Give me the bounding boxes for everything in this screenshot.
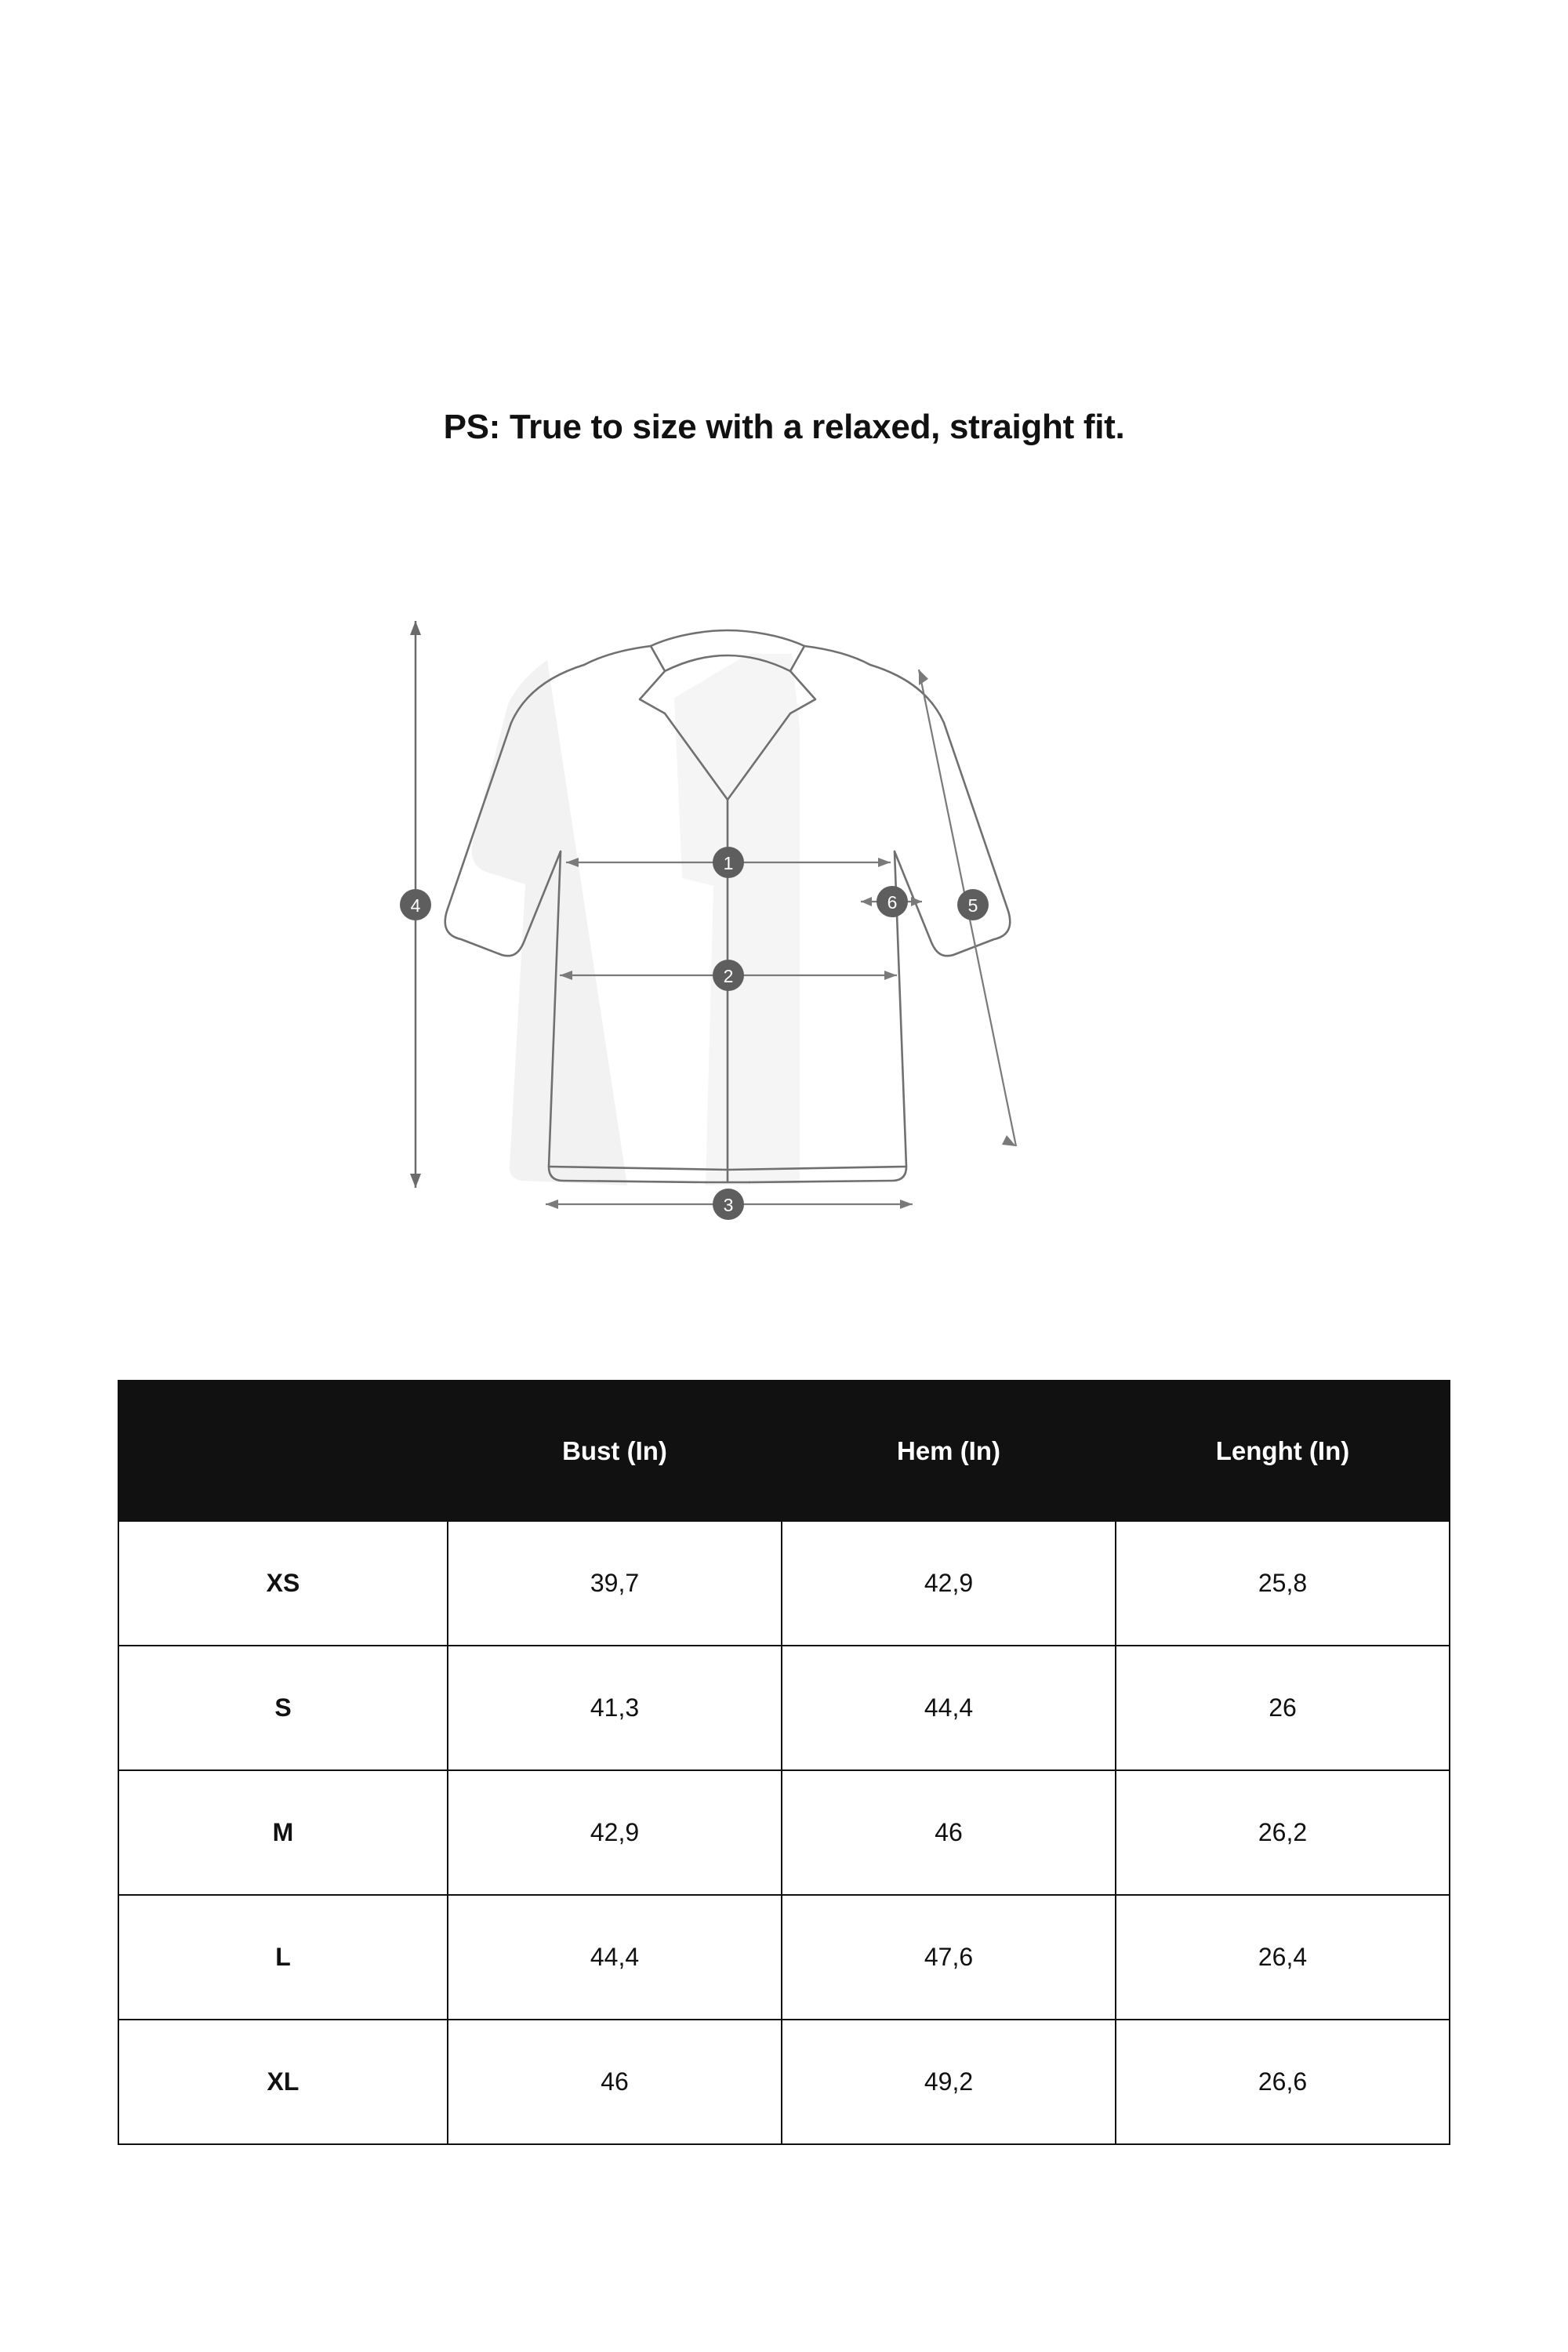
diagram-container (392, 604, 1176, 1231)
marker-1-label: 1 (723, 853, 734, 873)
marker-5 (957, 889, 989, 920)
cell-length: 25,8 (1116, 1521, 1450, 1646)
fit-note: PS: True to size with a relaxed, straight fit. (443, 408, 1125, 446)
cell-bust: 44,4 (448, 1895, 782, 2020)
table-row (118, 2020, 1450, 2144)
cell-bust: 46 (448, 2020, 782, 2144)
marker-5-label: 5 (967, 895, 978, 916)
cell-length: 26,6 (1116, 2020, 1450, 2144)
header-bust: Bust (In) (448, 1381, 782, 1521)
cell-hem: 46 (782, 1770, 1116, 1895)
header-hem: Hem (In) (782, 1381, 1116, 1521)
table-row (118, 1646, 1450, 1770)
marker-1 (713, 847, 744, 878)
table-header (118, 1381, 1450, 1521)
cell-size: L (118, 1895, 448, 2020)
cell-hem: 42,9 (782, 1521, 1116, 1646)
marker-3 (713, 1189, 744, 1220)
cell-size: M (118, 1770, 448, 1895)
cell-size: S (118, 1646, 448, 1770)
header-length: Lenght (In) (1116, 1381, 1450, 1521)
marker-6-label: 6 (887, 892, 898, 913)
cell-bust: 41,3 (448, 1646, 782, 1770)
header-size (118, 1381, 448, 1521)
cell-length: 26,2 (1116, 1770, 1450, 1895)
cell-hem: 44,4 (782, 1646, 1116, 1770)
cell-hem: 49,2 (782, 2020, 1116, 2144)
cell-hem: 47,6 (782, 1895, 1116, 2020)
marker-2 (713, 960, 744, 991)
table-row (118, 1770, 1450, 1895)
marker-2-label: 2 (723, 966, 734, 986)
table-body (118, 1521, 1450, 2144)
marker-4 (400, 889, 431, 920)
table-row (118, 1895, 1450, 2020)
marker-4-label: 4 (410, 895, 421, 916)
cell-bust: 42,9 (448, 1770, 782, 1895)
cell-size: XS (118, 1521, 448, 1646)
cell-length: 26,4 (1116, 1895, 1450, 2020)
table-header-row (118, 1381, 1450, 1521)
table-row (118, 1521, 1450, 1646)
marker-3-label: 3 (723, 1195, 734, 1215)
blazer-measurement-diagram (392, 604, 1176, 1231)
cell-bust: 39,7 (448, 1521, 782, 1646)
cell-size: XL (118, 2020, 448, 2144)
size-chart-table (118, 1380, 1450, 2145)
marker-6 (877, 886, 908, 917)
cell-length: 26 (1116, 1646, 1450, 1770)
